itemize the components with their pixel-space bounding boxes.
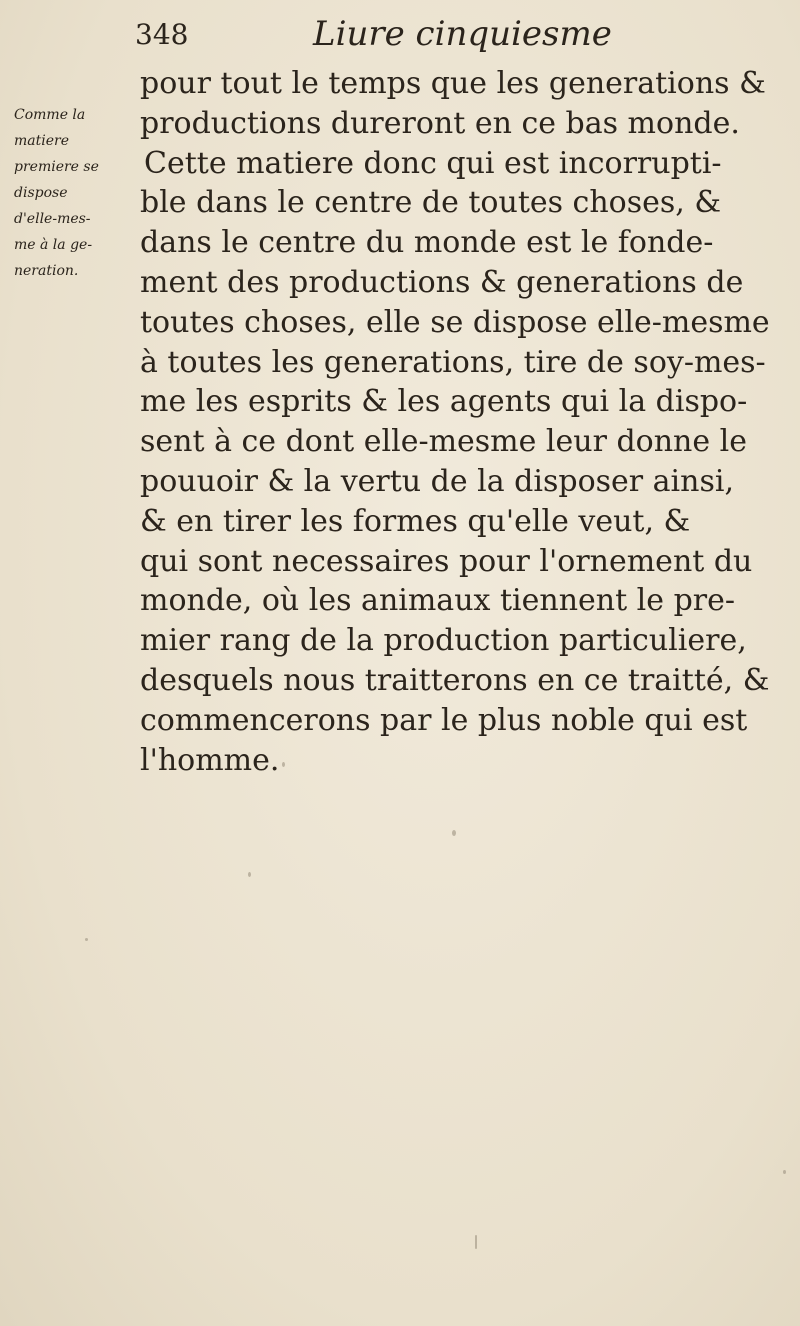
text-line: Cette matiere donc qui est incorrupti- bbox=[144, 145, 722, 181]
text-line: pour tout le temps que les generations & bbox=[140, 66, 766, 101]
text-line: dans le centre du monde est le fonde- bbox=[140, 225, 714, 261]
page-number: 348 bbox=[135, 18, 189, 51]
paper-speck bbox=[85, 938, 88, 941]
text-line: & en tirer les formes qu'elle veut, & bbox=[140, 503, 691, 539]
body-text bbox=[140, 64, 770, 780]
text-line: sent à ce dont elle-mesme leur donne le bbox=[140, 424, 748, 460]
text-line: monde, où les animaux tiennent le pre- bbox=[140, 583, 736, 619]
margin-note-line: premiere se bbox=[14, 159, 99, 175]
text-line: mier rang de la production particuliere, bbox=[140, 623, 747, 659]
margin-note-line: d'elle-mes- bbox=[14, 211, 91, 227]
text-line: pouuoir & la vertu de la disposer ainsi, bbox=[140, 463, 734, 499]
text-line: qui sont necessaires pour l'ornement du bbox=[140, 543, 753, 579]
margin-note-line: Comme la bbox=[14, 107, 86, 123]
text-line: commencerons par le plus noble qui est bbox=[140, 702, 748, 738]
margin-note-line: neration. bbox=[14, 263, 79, 279]
margin-note-line: matiere bbox=[14, 133, 69, 149]
paper-speck bbox=[248, 872, 251, 877]
running-title: Liure cinquiesme bbox=[313, 14, 612, 54]
margin-note bbox=[14, 102, 134, 284]
text-line: toutes choses, elle se dispose elle-mesme bbox=[140, 304, 770, 340]
margin-note-line: dispose bbox=[14, 185, 68, 201]
text-line: desquels nous traitterons en ce traitté, & bbox=[140, 662, 770, 698]
text-line: l'homme. bbox=[140, 742, 280, 778]
paper-speck bbox=[452, 830, 456, 836]
paper-speck bbox=[783, 1170, 786, 1174]
text-line: ble dans le centre de toutes choses, & bbox=[140, 185, 722, 221]
text-line: ment des productions & generations de bbox=[140, 264, 744, 300]
text-line: productions dureront en ce bas monde. bbox=[140, 105, 740, 141]
text-line: me les esprits & les agents qui la dispo- bbox=[140, 384, 748, 420]
margin-note-line: me à la ge- bbox=[14, 237, 93, 253]
text-line: à toutes les generations, tire de soy-mes- bbox=[140, 344, 766, 380]
paper-speck bbox=[475, 1235, 477, 1249]
paper-speck bbox=[282, 762, 285, 767]
page-header bbox=[135, 10, 755, 62]
